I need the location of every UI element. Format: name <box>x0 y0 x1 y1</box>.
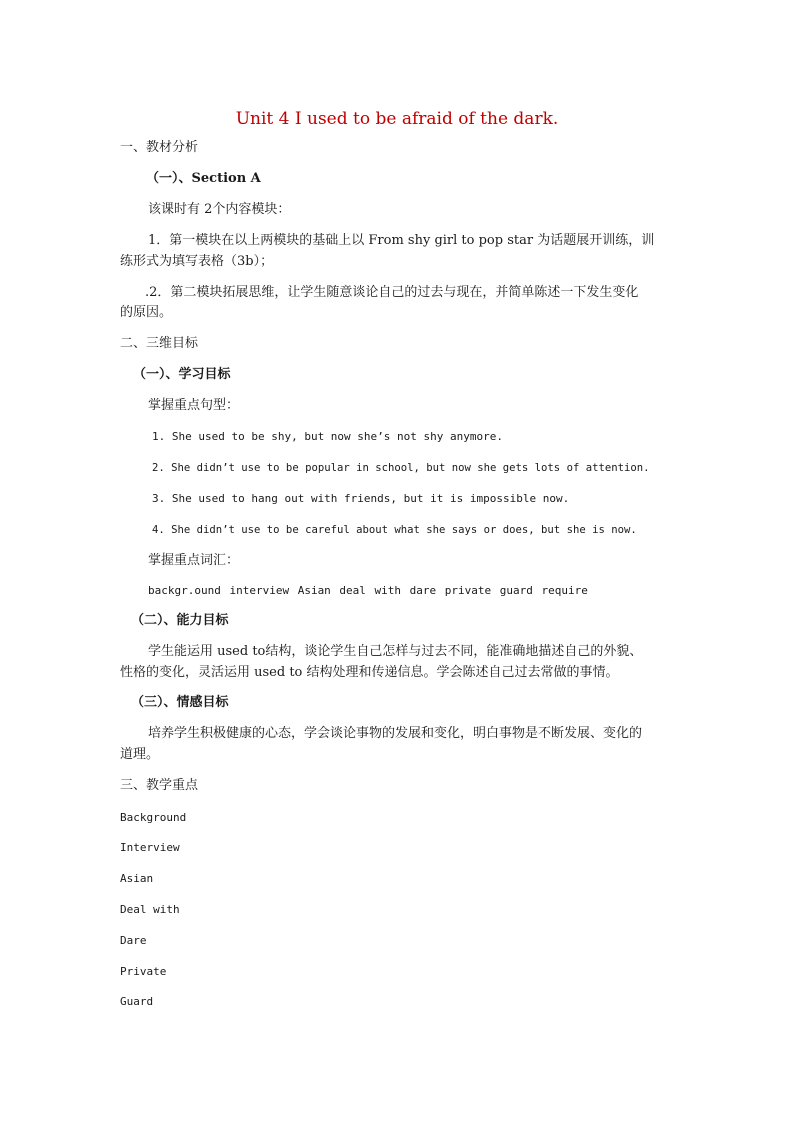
section-1-item-2-line-2: 的原因。 <box>120 305 173 320</box>
sentence-4: 4. She didn’t use to be careful about what she says or does, but she is now. <box>152 524 637 536</box>
section-3-heading: 三、教学重点 <box>120 778 199 793</box>
key-word: Background <box>120 811 187 824</box>
key-word: Deal with <box>120 903 180 916</box>
key-word: Dare <box>120 934 147 947</box>
section-2-sub-learning: （一）、学习目标 <box>133 367 231 382</box>
document-title: Unit 4 I used to be afraid of the dark. <box>235 109 559 129</box>
key-word: Guard <box>120 995 154 1008</box>
ability-line-2: 性格的变化，灵活运用 used to 结构处理和传递信息。学会陈述自己过去常做的事情。 <box>120 665 619 680</box>
vocab-list: backgr.ound interview Asian deal with dare private guard require <box>148 584 588 597</box>
key-word: Interview <box>120 841 180 854</box>
emotion-line-2: 道理。 <box>120 747 160 762</box>
section-1-item-2-line-1: .2．第二模块拓展思维，让学生随意谈论自己的过去与现在，并简单陈述一下发生变化 <box>145 285 639 300</box>
section-1-subheading: （一）、Section A <box>146 171 261 186</box>
section-1-intro: 该课时有 2个内容模块： <box>148 202 291 217</box>
emotion-line-1: 培养学生积极健康的心态，学会谈论事物的发展和变化，明白事物是不断发展、变化的 <box>148 726 643 741</box>
patterns-label: 掌握重点句型： <box>148 398 240 413</box>
key-word: Private <box>120 965 167 978</box>
ability-line-1: 学生能运用 used to结构，谈论学生自己怎样与过去不同，能准确地描述自己的外貌、 <box>148 644 643 659</box>
section-1-item-1-line-2: 练形式为填写表格（3b）； <box>120 254 274 269</box>
vocab-label: 掌握重点词汇： <box>148 553 240 568</box>
section-1-item-1-line-1: 1．第一模块在以上两模块的基础上以 From shy girl to pop star 为话题展开训练，训 <box>148 233 655 248</box>
section-1-heading: 一、教材分析 <box>120 140 199 155</box>
sentence-1: 1. She used to be shy, but now she’s not shy anymore. <box>152 430 503 443</box>
sentence-2: 2. She didn’t use to be popular in school, but now she gets lots of attention. <box>152 462 650 474</box>
section-2-heading: 二、三维目标 <box>120 336 199 351</box>
section-2-sub-emotion: （三）、情感目标 <box>131 695 229 710</box>
sentence-3: 3. She used to hang out with friends, but it is impossible now. <box>152 492 570 505</box>
key-word: Asian <box>120 872 154 885</box>
section-2-sub-ability: （二）、能力目标 <box>131 613 229 628</box>
